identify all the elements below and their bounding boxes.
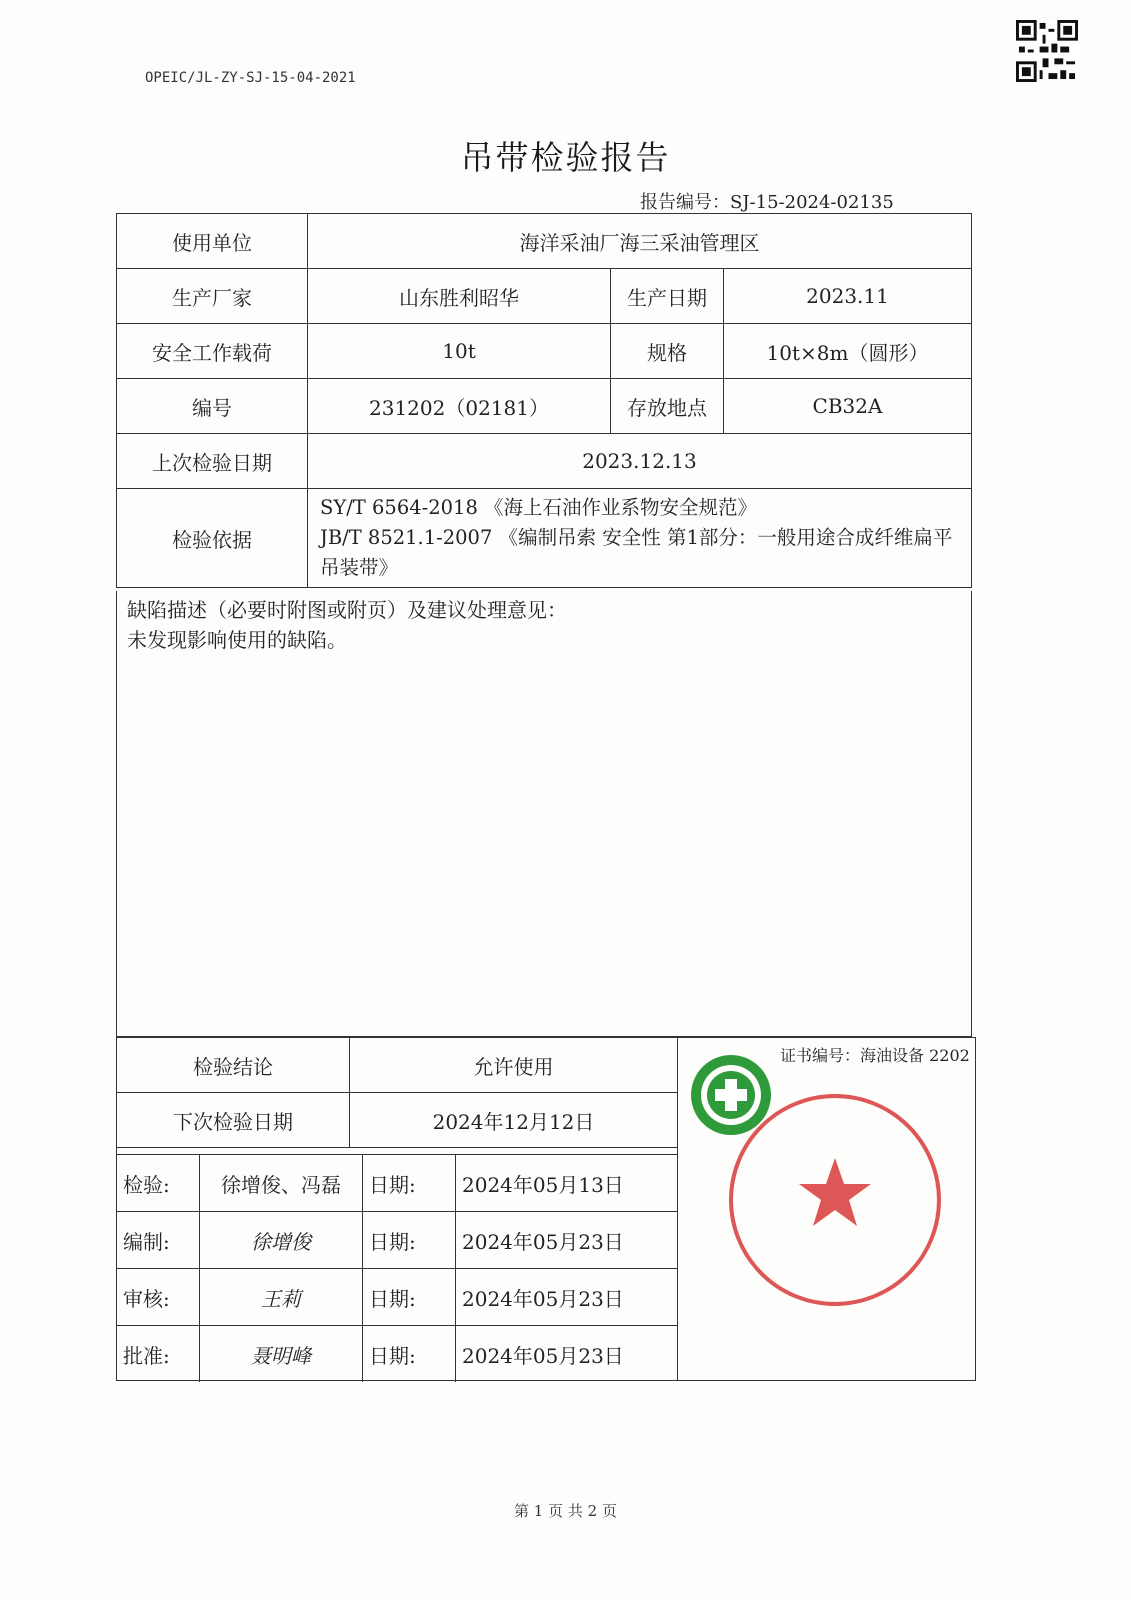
serial-value: 231202（02181） bbox=[308, 379, 611, 434]
signoff-date-label: 日期: bbox=[363, 1269, 456, 1326]
signoff-name: 徐增俊、冯磊 bbox=[200, 1155, 363, 1212]
signoff-role: 审核: bbox=[117, 1269, 200, 1326]
user-unit-value: 海洋采油厂海三采油管理区 bbox=[308, 214, 972, 269]
conclusion-label: 检验结论 bbox=[117, 1038, 350, 1093]
signoff-role: 编制: bbox=[117, 1212, 200, 1269]
page-title: 吊带检验报告 bbox=[460, 138, 671, 177]
signoff-date-label: 日期: bbox=[363, 1326, 456, 1383]
info-table bbox=[116, 213, 972, 588]
signoff-signature: 聂明峰 bbox=[200, 1326, 363, 1383]
signoff-row bbox=[117, 1269, 677, 1326]
qr-code-icon bbox=[1016, 20, 1078, 82]
next-date-label: 下次检验日期 bbox=[117, 1093, 350, 1148]
prod-date-label: 生产日期 bbox=[611, 269, 724, 324]
user-unit-label: 使用单位 bbox=[117, 214, 308, 269]
last-date-value: 2023.12.13 bbox=[308, 434, 972, 489]
serial-label: 编号 bbox=[117, 379, 308, 434]
signoff-signature: 王莉 bbox=[200, 1269, 363, 1326]
last-date-label: 上次检验日期 bbox=[117, 434, 308, 489]
signoff-date: 2024年05月23日 bbox=[456, 1212, 678, 1269]
section-divider bbox=[677, 1038, 678, 1380]
signoff-date: 2024年05月23日 bbox=[456, 1269, 678, 1326]
spec-value: 10t×8m（圆形） bbox=[724, 324, 972, 379]
certificate-number: 证书编号：海油设备 2202 bbox=[780, 1046, 970, 1065]
basis-value bbox=[308, 489, 972, 588]
signoff-date: 2024年05月23日 bbox=[456, 1326, 678, 1383]
swl-value: 10t bbox=[308, 324, 611, 379]
official-seal-stamp bbox=[725, 1090, 945, 1310]
signoff-date: 2024年05月13日 bbox=[456, 1155, 678, 1212]
signoff-role: 检验: bbox=[117, 1155, 200, 1212]
prod-date-value: 2023.11 bbox=[724, 269, 972, 324]
basis-line-1: SY/T 6564-2018 《海上石油作业系物安全规范》 bbox=[320, 496, 758, 519]
storage-label: 存放地点 bbox=[611, 379, 724, 434]
report-number: 报告编号：SJ-15-2024-02135 bbox=[640, 192, 894, 213]
storage-value: CB32A bbox=[724, 379, 972, 434]
basis-label: 检验依据 bbox=[117, 489, 308, 588]
spec-label: 规格 bbox=[611, 324, 724, 379]
basis-line-2: JB/T 8521.1-2007 《编制吊索 安全性 第1部分：一般用途合成纤维扁平吊装带》 bbox=[320, 526, 953, 579]
conclusion-table bbox=[117, 1038, 677, 1148]
signoff-date-label: 日期: bbox=[363, 1155, 456, 1212]
manufacturer-label: 生产厂家 bbox=[117, 269, 308, 324]
swl-label: 安全工作载荷 bbox=[117, 324, 308, 379]
signoff-date-label: 日期: bbox=[363, 1212, 456, 1269]
defect-text: 未发现影响使用的缺陷。 bbox=[127, 628, 347, 652]
manufacturer-value: 山东胜利昭华 bbox=[308, 269, 611, 324]
defect-heading: 缺陷描述（必要时附图或附页）及建议处理意见： bbox=[127, 598, 567, 622]
signoff-role: 批准: bbox=[117, 1326, 200, 1383]
defect-section bbox=[116, 591, 972, 1037]
signoff-row bbox=[117, 1212, 677, 1269]
document-code: OPEIC/JL-ZY-SJ-15-04-2021 bbox=[145, 70, 356, 86]
signoff-row bbox=[117, 1326, 677, 1383]
signoff-table bbox=[117, 1154, 677, 1382]
signoff-signature: 徐增俊 bbox=[200, 1212, 363, 1269]
page-footer: 第 1 页 共 2 页 bbox=[514, 1502, 617, 1520]
next-date-value: 2024年12月12日 bbox=[350, 1093, 678, 1148]
conclusion-value: 允许使用 bbox=[350, 1038, 678, 1093]
signoff-row bbox=[117, 1155, 677, 1212]
